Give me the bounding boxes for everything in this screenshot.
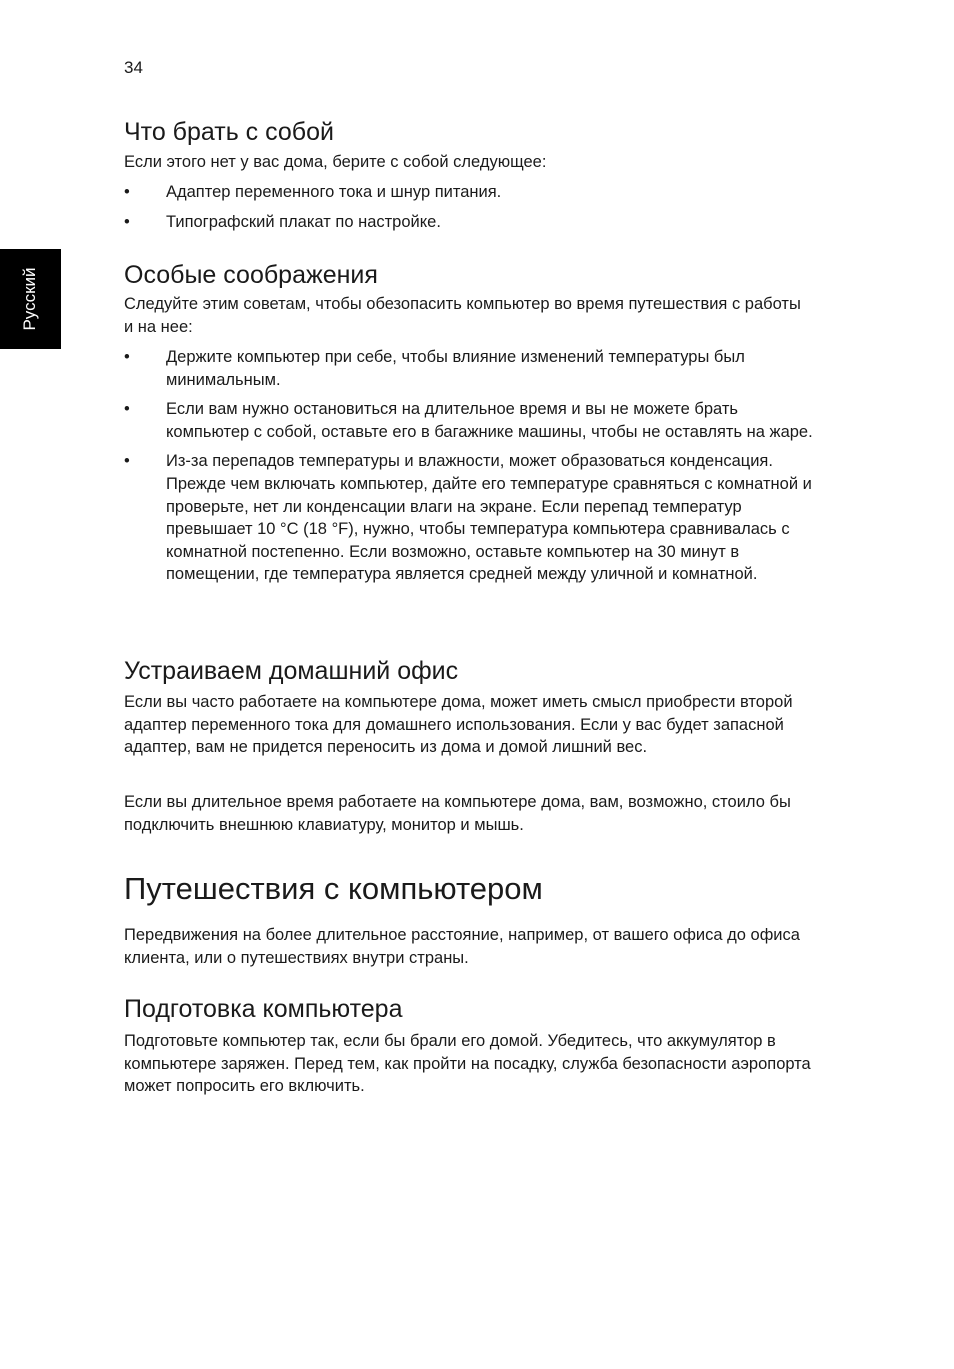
list-item: • Если вам нужно остановиться на длительное время и вы не можете брать компьютер с собой, оставьте его в багажнике машины, чтобы не оставлять на жаре. [124,400,813,441]
bullet-list-special-considerations [124,346,814,593]
section-heading-computer-prep: Подготовка компьютера [124,995,403,1023]
page-number: 34 [124,58,143,77]
language-tab [0,249,61,349]
section-heading-what-to-take: Что брать с собой [124,118,334,146]
bullet-icon: • [124,212,130,231]
chapter-title: Путешествия с компьютером [124,871,543,906]
bullet-icon: • [124,183,130,201]
list-item: • Из-за перепадов температуры и влажности, может образоваться конденсация. Прежде чем включать компьютер, дайте его температуре сравняться с комнатной и проверьте, нет ли конденсации влаги на экране. Если перепад температур превышает 10 °C (18 °F), нужно, чтобы температура компьютера сравнивалась с комнатной постепенно. Если возможно, оставьте компьютер на 30 минут в помещении, где температура является средней между уличной и комнатной. [124,452,812,584]
list-item: • Типографский плакат по настройке. [124,211,814,234]
paragraph-home-office-1: Если вы часто работаете на компьютере дома, может иметь смысл приобрести второй адаптер переменного тока для домашнего использования. Если у вас будет запасной адаптер, вам не придется переносить из дома и домой лишний вес. [124,693,793,757]
paragraph-home-office-2: Если вы длительное время работаете на компьютере дома, вам, возможно, стоило бы подключить внешнюю клавиатуру, монитор и мышь. [124,793,791,834]
bullet-icon: • [124,348,130,366]
bullet-list-what-to-take [124,181,814,240]
list-item: • Держите компьютер при себе, чтобы влияние изменений температуры был минимальным. [124,348,745,389]
language-tab-label: Русский [20,267,39,331]
paragraph-computer-prep: Подготовьте компьютер так, если бы брали его домой. Убедитесь, что аккумулятор в компьютере заряжен. Перед тем, как пройти на посадку, служба безопасности аэропорта может попросить его включить. [124,1032,811,1096]
section-intro-what-to-take: Если этого нет у вас дома, берите с собой следующее: [124,153,547,171]
bullet-icon: • [124,452,130,471]
chapter-intro: Передвижения на более длительное расстояние, например, от вашего офиса до офиса клиента, или о путешествиях внутри страны. [124,926,800,967]
list-item: • Адаптер переменного тока и шнур питания. [124,181,814,204]
bullet-icon: • [124,400,130,419]
section-intro-special-considerations: Следуйте этим советам, чтобы обезопасить компьютер во время путешествия с работы и на нее: [124,295,801,336]
section-heading-home-office: Устраиваем домашний офис [124,657,459,685]
section-heading-special-considerations: Особые соображения [124,261,378,289]
